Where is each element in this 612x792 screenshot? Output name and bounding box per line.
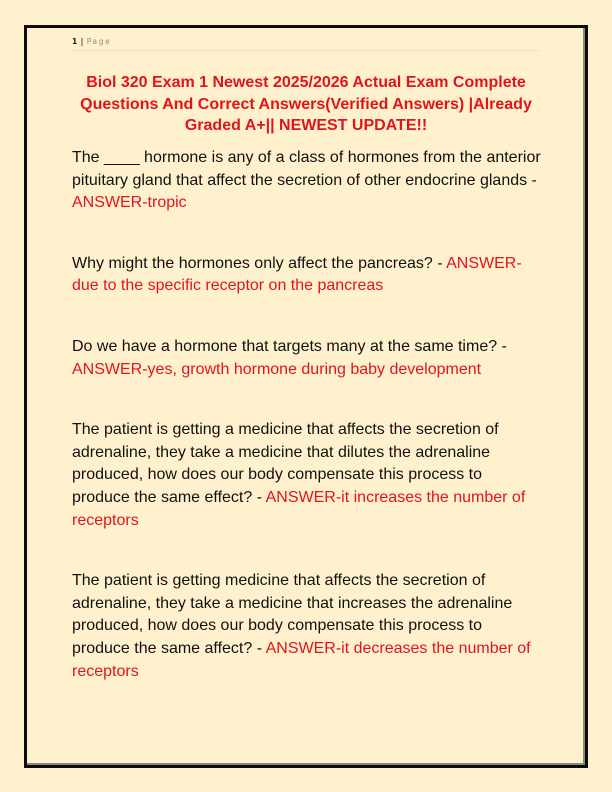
page-separator: | <box>80 37 84 46</box>
qa-item <box>72 336 542 381</box>
answer-text: ANSWER-due to the specific receptor on the pancreas <box>72 254 522 295</box>
qa-list <box>72 147 542 683</box>
qa-item <box>72 419 542 532</box>
answer-text: ANSWER-tropic <box>72 194 187 212</box>
question-text: The patient is getting a medicine that affects the secretion of adrenaline, they take a medicine that dilutes the adrenaline produced, how does our body compensate this process to produce the same effect? - <box>72 421 499 506</box>
answer-text: ANSWER-it increases the number of receptors <box>72 488 526 529</box>
page-label: Page <box>86 37 112 46</box>
qa-item <box>72 570 542 683</box>
question-text: Why might the hormones only affect the pancreas? - <box>72 254 447 272</box>
question-text: The ____ hormone is any of a class of hormones from the anterior pituitary gland that affect the secretion of other endocrine glands - <box>72 149 541 189</box>
question-text: Do we have a hormone that targets many at the same time? - <box>72 337 507 355</box>
page-header <box>72 36 540 51</box>
qa-item <box>72 253 542 298</box>
page-number: 1 <box>72 37 78 46</box>
answer-text: ANSWER-it decreases the number of receptors <box>72 639 531 680</box>
answer-text: ANSWER-yes, growth hormone during baby development <box>72 360 482 378</box>
qa-item <box>72 147 542 215</box>
question-text: The patient is getting medicine that affects the secretion of adrenaline, they take a medicine that increases the adrenaline produced, how does our body compensate this process to produce the same affect? - <box>72 572 513 657</box>
document-title: Biol 320 Exam 1 Newest 2025/2026 Actual Exam Complete Questions And Correct Answers(Verified Answers) |Already Graded A+|| NEWEST UPDATE!! <box>80 74 532 134</box>
